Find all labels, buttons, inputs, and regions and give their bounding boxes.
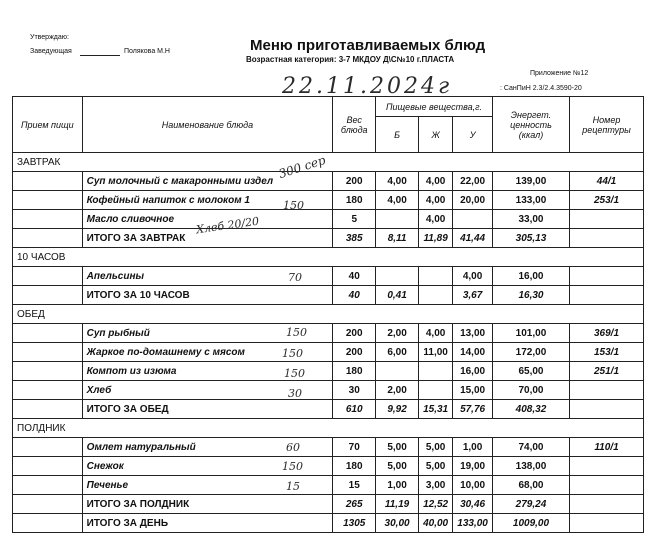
total-row: ИТОГО ЗА ЗАВТРАК 385 8,11 11,89 41,44 305,13 xyxy=(13,229,644,248)
note-compote: 150 xyxy=(284,367,305,380)
head-role: Заведующая xyxy=(30,48,72,55)
table-row: Кофейный напиток с молоком 1 180 4,00 4,00 20,00 133,00 253/1 xyxy=(13,191,644,210)
sanpin-label: : СанПиН 2.3/2.4.3590-20 xyxy=(500,85,582,92)
note-fish-soup: 150 xyxy=(286,326,307,339)
table-row: Апельсины 40 4,00 16,00 xyxy=(13,267,644,286)
note-coffee: 150 xyxy=(283,199,304,212)
total-row: ИТОГО ЗА ОБЕД 610 9,92 15,31 57,76 408,32 xyxy=(13,400,644,419)
table-row: Снежок 180 5,00 5,00 19,00 138,00 xyxy=(13,457,644,476)
note-butter: Хлеб 20/20 xyxy=(195,214,260,237)
page-title: Меню приготавливаемых блюд xyxy=(250,37,486,54)
signature-line xyxy=(80,55,120,56)
col-zh: Ж xyxy=(418,117,452,153)
age-category: Возрастная категория: 3-7 МКДОУ Д\С№10 г.ПЛАСТА xyxy=(246,55,455,64)
table-row: Суп рыбный 200 2,00 4,00 13,00 101,00 369/1 xyxy=(13,324,644,343)
note-cookies: 15 xyxy=(286,480,300,493)
section-breakfast: ЗАВТРАК xyxy=(13,153,644,172)
col-b: Б xyxy=(376,117,419,153)
note-omelet: 60 xyxy=(286,441,300,454)
col-recipe: Номер рецептуры xyxy=(570,97,644,153)
table-row: Компот из изюма 180 16,00 65,00 251/1 xyxy=(13,362,644,381)
col-energy: Энергет. ценность (ккал) xyxy=(492,97,569,153)
approve-label: Утверждаю: xyxy=(30,34,69,41)
total-row: ИТОГО ЗА ПОЛДНИК 265 11,19 12,52 30,46 279,24 xyxy=(13,495,644,514)
col-dish: Наименование блюда xyxy=(82,97,333,153)
table-row: Жаркое по-домашнему с мясом 200 6,00 11,00 14,00 172,00 153/1 xyxy=(13,343,644,362)
col-meal: Прием пищи xyxy=(13,97,83,153)
col-weight: Вес блюда xyxy=(333,97,376,153)
note-bread: 30 xyxy=(288,387,302,400)
note-oranges: 70 xyxy=(288,271,302,284)
head-name: Полякова М.Н xyxy=(124,48,170,55)
note-roast: 150 xyxy=(282,347,303,360)
section-lunch: ОБЕД xyxy=(13,305,644,324)
menu-table xyxy=(12,96,644,533)
table-row: Суп молочный с макаронными издел 200 4,00 4,00 22,00 139,00 44/1 xyxy=(13,172,644,191)
section-10h: 10 ЧАСОВ xyxy=(13,248,644,267)
handwritten-date: 22.11.2024г xyxy=(282,74,453,99)
table-row: Омлет натуральный 70 5,00 5,00 1,00 74,00 110/1 xyxy=(13,438,644,457)
note-milk-soup: 300 сер xyxy=(277,152,328,182)
day-total-row: ИТОГО ЗА ДЕНЬ 1305 30,00 40,00 133,00 1009,00 xyxy=(13,514,644,533)
appendix-label: Приложение №12 xyxy=(530,70,589,77)
table-row: Печенье 15 1,00 3,00 10,00 68,00 xyxy=(13,476,644,495)
col-nutrients: Пищевые вещества,г. xyxy=(376,97,493,117)
table-row: Хлеб 30 2,00 15,00 70,00 xyxy=(13,381,644,400)
table-row: Масло сливочное 5 4,00 33,00 xyxy=(13,210,644,229)
total-row: ИТОГО ЗА 10 ЧАСОВ 40 0,41 3,67 16,30 xyxy=(13,286,644,305)
note-snezhok: 150 xyxy=(282,460,303,473)
section-snack: ПОЛДНИК xyxy=(13,419,644,438)
col-u: У xyxy=(453,117,493,153)
